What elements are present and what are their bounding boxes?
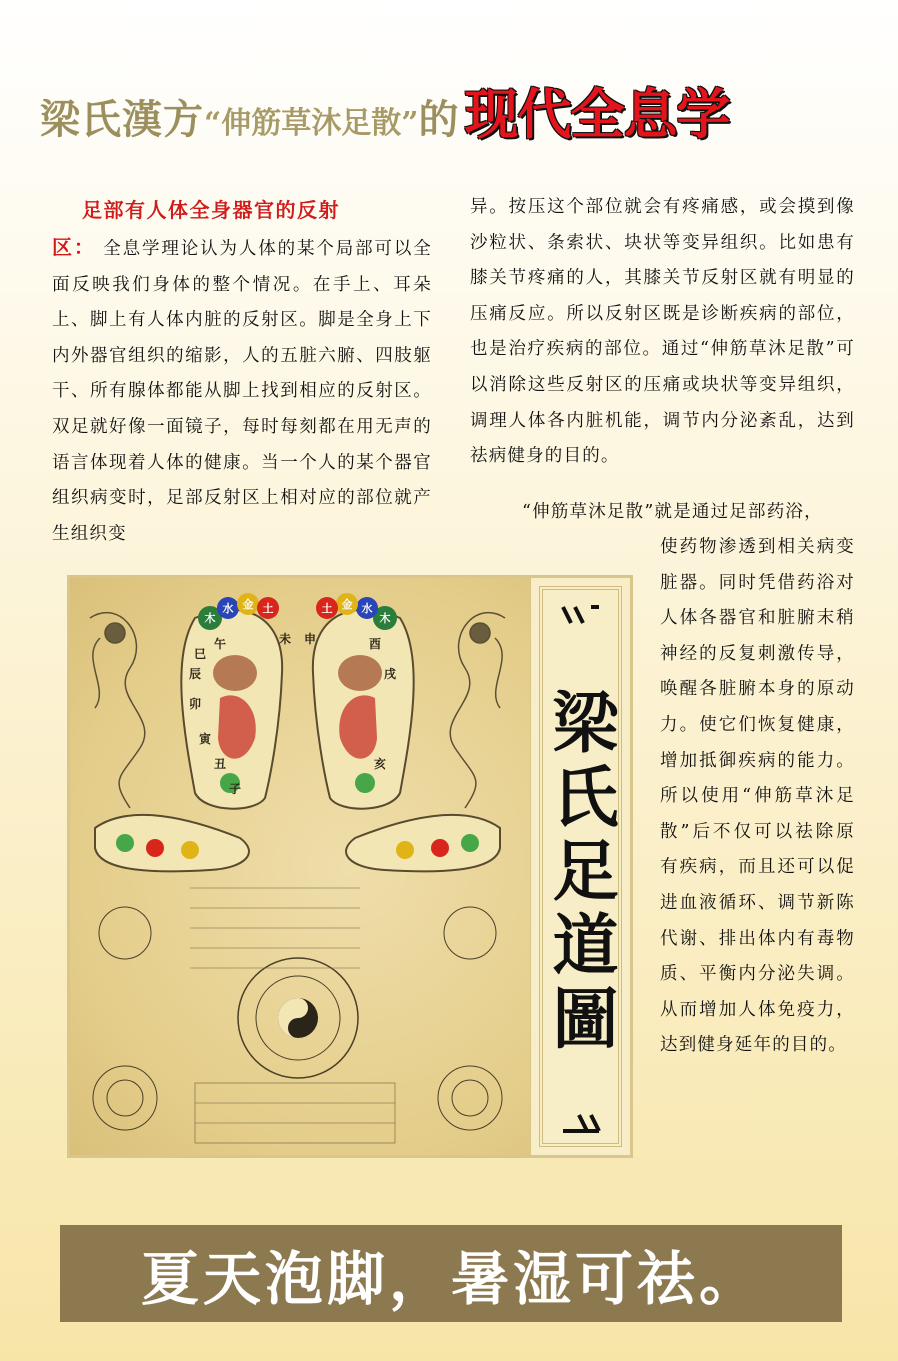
circle-diagram-right-mid	[444, 907, 496, 959]
circle-diagram-right-bottom	[438, 1066, 502, 1130]
text-column-right	[470, 190, 855, 475]
branch-label: 子	[228, 782, 242, 796]
element-label: 金	[242, 598, 254, 611]
paragraph-2-lead: “伸筋草沐足散”就是通过足部药浴，	[522, 502, 823, 522]
circle-diagram-left-mid	[99, 907, 151, 959]
branch-label: 丑	[213, 757, 227, 771]
bottom-slogan: 夏天泡脚，暑湿可祛。	[140, 1244, 761, 1313]
branch-label: 寅	[198, 732, 212, 746]
right-sole	[313, 593, 414, 809]
text-column-left	[52, 190, 432, 552]
title-particle: 的	[418, 96, 459, 143]
branch-label: 辰	[188, 667, 202, 681]
element-label: 土	[262, 602, 274, 615]
branch-label: 午	[213, 637, 227, 651]
chart-vertical-title: 梁氏足道圖	[541, 688, 619, 1058]
branch-label: 酉	[368, 637, 382, 651]
foot-diagram	[70, 578, 525, 1155]
branch-label: 戌	[383, 667, 397, 681]
right-side-foot	[346, 815, 500, 871]
bottom-reference-grid	[195, 1083, 395, 1143]
page-title	[40, 72, 880, 162]
title-product: “伸筋草沐足散”	[204, 106, 419, 141]
paragraph-1-intro: 全息学理论认为人体的某个局部可以全面反映我们身体的整个情况。在手上、耳朵上、脚上有人体内脏的反射区。脚是全身上下内外器官组织的缩影，人的五脏六腑、四肢躯干、所有腺体都能从脚上找到相应的反射区。双足就好像一面镜子，每时每刻都在用无声的语言体现着人体的健康。当一个人的某个器官组织病变时，足部反射区上相对应的部位就产生组织变	[52, 239, 432, 544]
reference-table	[190, 888, 360, 968]
paragraph-1-continued: 异。按压这个部位就会有疼痛感，或会摸到像沙粒状、条索状、块状等变异组织。比如患有膝关节疼痛的人，其膝关节反射区就有明显的压痛反应。所以反射区既是诊断疾病的部位，也是治疗疾病的部位。通过“伸筋草沐足散”可以消除这些反射区的压痛或块状等变异组织，调理人体各内脏机能，调节内分泌紊乱，达到祛病健身的目的。	[470, 197, 855, 467]
bagua-compass	[238, 958, 358, 1078]
element-label: 木	[204, 612, 216, 625]
right-dragon-decoration	[450, 613, 505, 808]
branch-label: 巳	[193, 647, 207, 661]
paragraph-2-rest: 使药物渗透到相关病变脏器。同时凭借药浴对人体各器官和脏腑末稍神经的反复刺激传导，唤醒各脏腑本身的原动力。使它们恢复健康，增加抵御疾病的能力。所以使用“伸筋草沐足散”后不仅可以祛除原有疾病，而且还可以促进血液循环、调节新陈代谢、排出体内有毒物质、平衡内分泌失调。从而增加人体免疫力，达到健身延年的目的。	[660, 537, 855, 1056]
section-heading: 足部有人体全身器官的反射	[82, 198, 340, 222]
element-label: 金	[341, 598, 353, 611]
title-highlight: 现代全息学	[464, 83, 730, 146]
element-label: 木	[379, 612, 391, 625]
title-top-mark	[561, 603, 601, 627]
left-side-foot	[95, 815, 249, 871]
element-label: 水	[361, 602, 373, 615]
bottom-banner	[60, 1225, 842, 1322]
chart-title-strip	[530, 578, 630, 1155]
section-heading-tail: 区：	[52, 235, 96, 259]
element-label: 水	[222, 602, 234, 615]
branch-label: 申	[303, 632, 317, 646]
title-brand: 梁氏漢方	[40, 96, 204, 143]
branch-label: 卯	[188, 697, 202, 711]
title-bottom-mark	[561, 1111, 601, 1135]
branch-label: 未	[278, 632, 292, 646]
left-dragon-decoration	[90, 613, 145, 808]
element-label: 土	[321, 602, 333, 615]
branch-label: 亥	[373, 757, 387, 771]
foot-reflexology-chart	[67, 575, 633, 1158]
circle-diagram-left-bottom	[93, 1066, 157, 1130]
